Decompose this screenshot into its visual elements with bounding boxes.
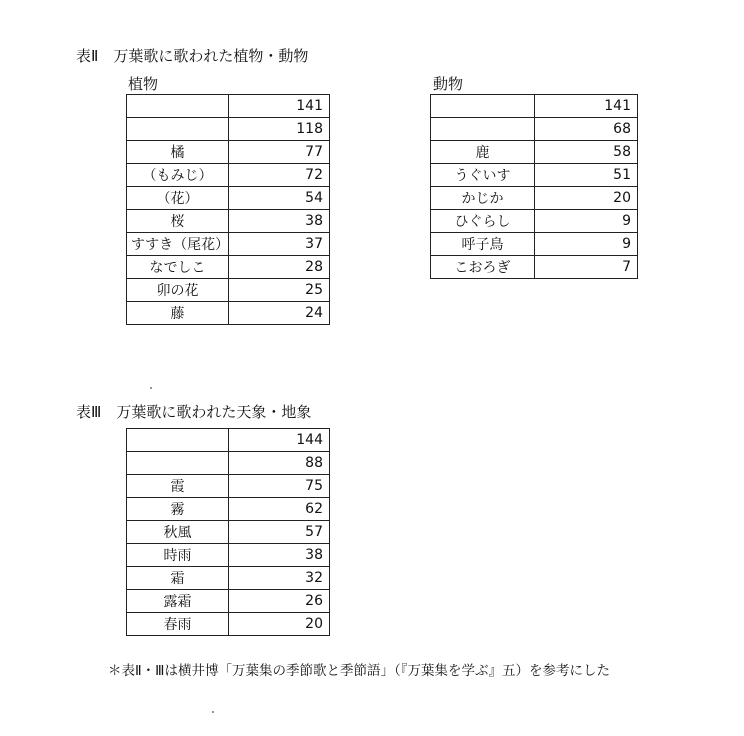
animals-label: 動物 bbox=[433, 75, 464, 93]
row-name-cell: こおろぎ bbox=[431, 256, 535, 279]
row-name-cell: 霧 bbox=[127, 498, 229, 521]
row-value-cell: 7 bbox=[535, 256, 638, 279]
row-name-cell: 桜 bbox=[127, 210, 229, 233]
table2-title: 表Ⅱ 万葉歌に歌われた植物・動物 bbox=[76, 47, 309, 65]
animals-table bbox=[430, 94, 638, 279]
scan-speck bbox=[212, 711, 214, 713]
table-row bbox=[431, 210, 638, 233]
row-name-cell: うぐいす bbox=[431, 164, 535, 187]
row-value-cell: 28 bbox=[229, 256, 330, 279]
row-name-cell bbox=[127, 95, 229, 118]
footnote: ＊表Ⅱ・Ⅲは横井博「万葉集の季節歌と季節語」（『万葉集を学ぶ』五）を参考にした bbox=[108, 663, 610, 679]
row-name-cell: 鹿 bbox=[431, 141, 535, 164]
row-value-cell: 68 bbox=[535, 118, 638, 141]
row-name-cell: 霜 bbox=[127, 567, 229, 590]
table3-title: 表Ⅲ 万葉歌に歌われた天象・地象 bbox=[76, 403, 312, 421]
row-name-cell bbox=[431, 95, 535, 118]
table-row bbox=[431, 164, 638, 187]
row-value-cell: 20 bbox=[535, 187, 638, 210]
row-name-cell: 藤 bbox=[127, 302, 229, 325]
row-value-cell: 72 bbox=[229, 164, 330, 187]
table-row bbox=[127, 279, 330, 302]
row-value-cell: 38 bbox=[229, 210, 330, 233]
row-name-cell: （もみじ） bbox=[127, 164, 229, 187]
row-name-cell: 露霜 bbox=[127, 590, 229, 613]
row-value-cell: 32 bbox=[229, 567, 330, 590]
row-value-cell: 24 bbox=[229, 302, 330, 325]
row-value-cell: 75 bbox=[229, 475, 330, 498]
row-value-cell: 141 bbox=[535, 95, 638, 118]
row-name-cell: 秋風 bbox=[127, 521, 229, 544]
row-value-cell: 9 bbox=[535, 210, 638, 233]
table-row bbox=[431, 141, 638, 164]
table-row bbox=[431, 118, 638, 141]
row-name-cell: 呼子鳥 bbox=[431, 233, 535, 256]
row-name-cell bbox=[127, 452, 229, 475]
row-name-cell: 春雨 bbox=[127, 613, 229, 636]
row-name-cell: かじか bbox=[431, 187, 535, 210]
row-name-cell: ひぐらし bbox=[431, 210, 535, 233]
table-row bbox=[127, 475, 330, 498]
table-row bbox=[431, 233, 638, 256]
row-value-cell: 9 bbox=[535, 233, 638, 256]
table-row bbox=[127, 521, 330, 544]
row-value-cell: 51 bbox=[535, 164, 638, 187]
row-value-cell: 26 bbox=[229, 590, 330, 613]
row-value-cell: 141 bbox=[229, 95, 330, 118]
row-value-cell: 77 bbox=[229, 141, 330, 164]
row-value-cell: 62 bbox=[229, 498, 330, 521]
table-row bbox=[127, 256, 330, 279]
table-row bbox=[431, 95, 638, 118]
plants-label: 植物 bbox=[128, 75, 159, 93]
row-value-cell: 88 bbox=[229, 452, 330, 475]
weather-table bbox=[126, 428, 330, 636]
table-row bbox=[127, 233, 330, 256]
row-name-cell: （花） bbox=[127, 187, 229, 210]
row-value-cell: 144 bbox=[229, 429, 330, 452]
row-name-cell bbox=[127, 118, 229, 141]
row-value-cell: 57 bbox=[229, 521, 330, 544]
row-value-cell: 38 bbox=[229, 544, 330, 567]
table-row bbox=[127, 567, 330, 590]
row-value-cell: 20 bbox=[229, 613, 330, 636]
table-row bbox=[127, 187, 330, 210]
row-name-cell: すすき（尾花） bbox=[127, 233, 229, 256]
row-value-cell: 118 bbox=[229, 118, 330, 141]
row-name-cell: なでしこ bbox=[127, 256, 229, 279]
row-value-cell: 54 bbox=[229, 187, 330, 210]
plants-table bbox=[126, 94, 330, 325]
table-row bbox=[127, 544, 330, 567]
table-row bbox=[431, 187, 638, 210]
scan-speck bbox=[150, 387, 152, 389]
row-name-cell: 橘 bbox=[127, 141, 229, 164]
table-row bbox=[127, 590, 330, 613]
table-row bbox=[127, 498, 330, 521]
table-row bbox=[127, 210, 330, 233]
row-value-cell: 25 bbox=[229, 279, 330, 302]
table-row bbox=[127, 118, 330, 141]
row-value-cell: 37 bbox=[229, 233, 330, 256]
table-row bbox=[127, 95, 330, 118]
table-row bbox=[127, 141, 330, 164]
row-name-cell bbox=[431, 118, 535, 141]
table-row bbox=[127, 613, 330, 636]
table-row bbox=[127, 452, 330, 475]
row-name-cell: 卯の花 bbox=[127, 279, 229, 302]
table-row bbox=[127, 302, 330, 325]
row-name-cell: 時雨 bbox=[127, 544, 229, 567]
table-row bbox=[127, 429, 330, 452]
row-value-cell: 58 bbox=[535, 141, 638, 164]
table-row bbox=[127, 164, 330, 187]
row-name-cell bbox=[127, 429, 229, 452]
table-row bbox=[431, 256, 638, 279]
row-name-cell: 霞 bbox=[127, 475, 229, 498]
